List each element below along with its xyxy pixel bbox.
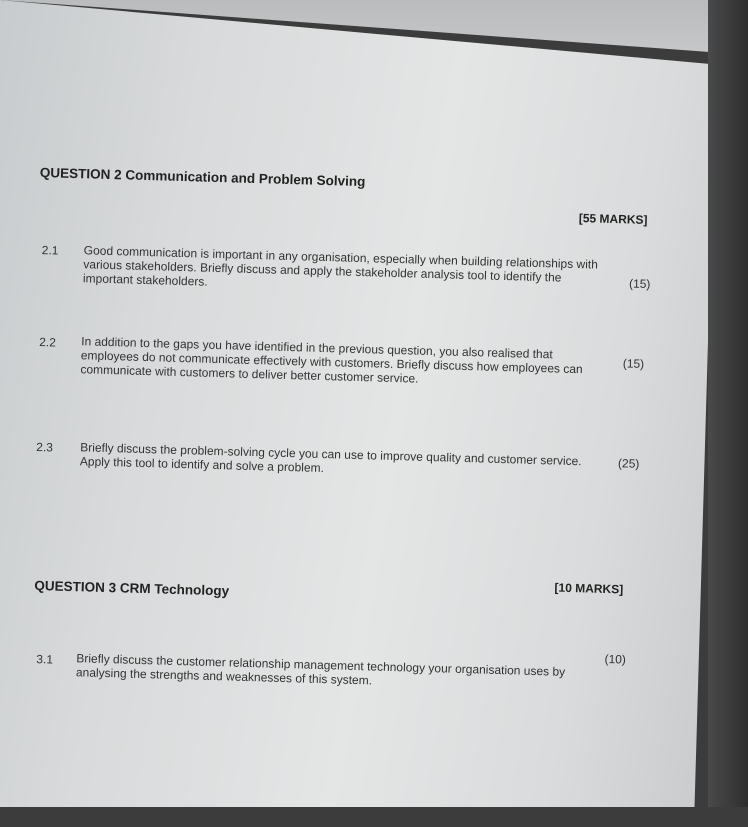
item-points-2-1: (15)	[628, 276, 651, 292]
item-points-2-2: (15)	[622, 356, 645, 371]
item-points-3-1: (10)	[604, 651, 627, 667]
item-text-2-2: In addition to the gaps you have identified in the previous question, you also realised that employees do not communicate effectively with customers. Briefly discuss how employees can communicate with customers to deliver better customer service.	[80, 334, 583, 386]
item-number-3-1: 3.1	[36, 652, 54, 667]
question-3-heading: QUESTION 3 CRM Technology	[34, 578, 230, 599]
item-number-2-1: 2.1	[41, 243, 59, 258]
item-points-2-3: (25)	[617, 456, 640, 471]
item-text-2-1: Good communication is important in any organisation, especially when building relationships with various stakeholders. Briefly discuss and apply the stakeholder analysis tool to identify the important stakeholders.	[82, 243, 599, 289]
item-text-2-3: Briefly discuss the problem-solving cycle you can use to improve quality and customer service. Apply this tool to identify and solve a problem.	[79, 440, 582, 476]
item-number-2-2: 2.2	[39, 335, 57, 350]
question-2-heading: QUESTION 2 Communication and Problem Solving	[39, 165, 366, 190]
item-number-2-3: 2.3	[36, 440, 54, 455]
question-2-marks: [55 MARKS]	[578, 211, 648, 227]
item-text-3-1: Briefly discuss the customer relationship management technology your organisation uses by analysing the strengths and weaknesses of this system.	[75, 651, 566, 688]
question-3-marks: [10 MARKS]	[554, 580, 624, 597]
